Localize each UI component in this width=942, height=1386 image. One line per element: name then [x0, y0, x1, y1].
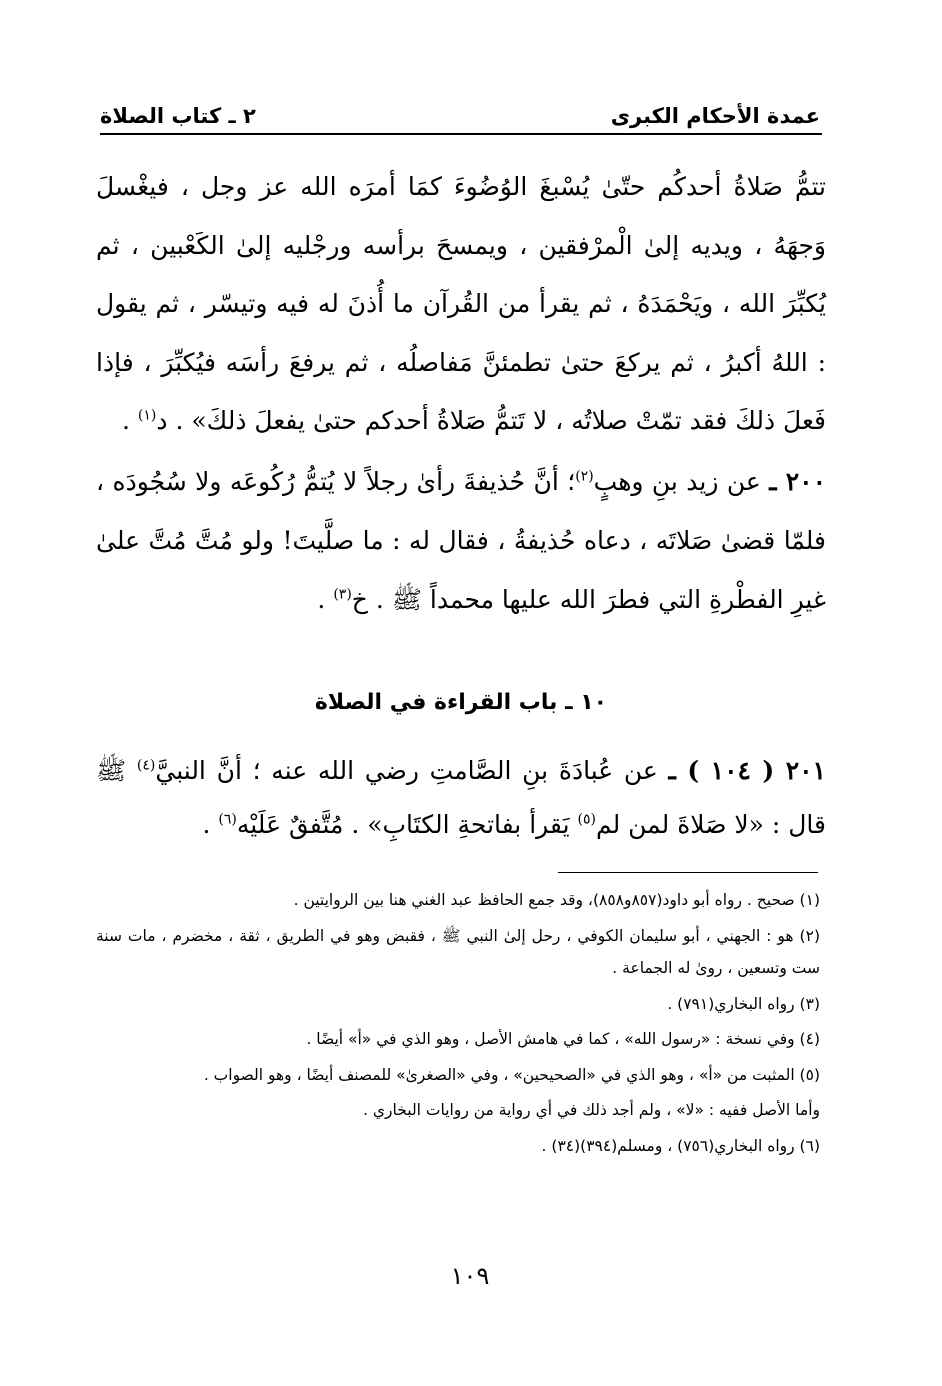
chapter-title: ٢ ـ كتاب الصلاة: [100, 104, 256, 128]
footnote-2: (٢) هو : الجهني ، أبو سليمان الكوفي ، رحل إلىٰ النبي ﷺ ، فقبض وهو في الطريق ، ثقة ، مخضرم ، مات سنة ست وتسعين ، روىٰ له الجماعة .: [96, 926, 820, 977]
hadith-200-end: .: [317, 585, 334, 614]
footnote-ref-4: (٤): [136, 757, 156, 774]
hadith-199-end: .: [122, 406, 138, 435]
page-number: ١٠٩: [450, 1262, 490, 1290]
footnote-5-continued: وأما الأصل ففيه : «لا» ، ولم أجد ذلك في أي رواية من روايات البخاري .: [363, 1101, 820, 1119]
footnote-separator: [558, 872, 818, 873]
hadith-200-text-b: ؛ أنَّ حُذيفةَ رأىٰ رجلاً لا يُتمُّ رُكُوعَه ولا سُجُودَه ، فلمّا قضىٰ صَلاتَه ، دعاه حُذيفةُ ، فقال له : ما صلَّيتَ! ولو مُتَّ مُتَّ علىٰ غيرِ الفطْرةِ التي فطرَ الله عليها محمداً ﷺ . خ: [96, 467, 826, 614]
footnote-6: (٦) رواه البخاري(٧٥٦) ، ومسلم(٣٩٤)(٣٤) .: [541, 1136, 820, 1155]
footnote-ref-2: (٢): [575, 468, 594, 485]
hadith-201-text-a: عن عُبادَةَ بنِ الصَّامتِ رضي الله عنه ؛ أنَّ النبيَّ: [155, 756, 669, 785]
section-title: ١٠ ـ باب القراءة في الصلاة: [314, 690, 608, 715]
hadith-200: [96, 452, 826, 629]
footnote-ref-6: (٦): [218, 811, 237, 828]
footnote-1: (١) صحيح . رواه أبو داود(٨٥٧و٨٥٨)، وقد جمع الحافظ عبد الغني هنا بين الروايتين .: [293, 891, 820, 909]
footnote-ref-1: (١): [137, 407, 157, 424]
footnotes: [96, 884, 820, 1165]
hadith-200-text-a: عن زيد بنِ وهبٍ: [593, 467, 770, 496]
running-header: [100, 92, 820, 128]
footnote-5: (٥) المثبت من «أ» ، وهو الذي في «الصحيحين» ، وفي «الصغرىٰ» للمصنف أيضًا ، وهو الصواب .: [203, 1065, 820, 1084]
hadith-201: [96, 744, 826, 852]
hadith-201-text-b: ﷺ قال : «لا صَلاةَ لمن لم: [96, 756, 826, 839]
hadith-201-end: .: [202, 810, 219, 839]
book-title: عمدة الأحكام الكبرى: [610, 104, 820, 128]
footnote-ref-3: (٣): [333, 586, 352, 603]
hadith-199-text: [96, 158, 826, 451]
hadith-201-text-c: يَقرأ بفاتحةِ الكتَابِ» . مُتَّفقٌ عَلَيْه: [236, 810, 578, 839]
hadith-200-number: ٢٠٠ ـ: [769, 467, 827, 496]
hadith-199-body: تتمُّ صَلاةُ أحدكُم حتّىٰ يُسْبغَ الوُضُوءَ كمَا أمرَه الله عز وجل ، فيغْسلَ وَجهَهُ ، ويديه إلىٰ الْمرْفقين ، ويمسحَ برأسه ورجْليه إلىٰ الكَعْبين ، ثم يُكبِّرَ الله ، ويَحْمَدَهُ ، ثم يقرأ من القُرآن ما أُذنَ له فيه وتيسّر ، ثم يقول : اللهُ أكبرُ ، ثم يركعَ حتىٰ تطمئنَّ مَفاصلُه ، ثم يرفعَ رأسَه فيُكبِّرَ ، فإذا فَعلَ ذلكَ فقد تمّتْ صلاتُه ، لا تَتمُّ صَلاةُ أحدكم حتىٰ يفعلَ ذلكَ» . د: [96, 172, 826, 435]
hadith-201-number: ٢٠١ ( ١٠٤ ) ـ: [668, 756, 826, 785]
footnote-ref-5: (٥): [577, 811, 596, 828]
footnote-3: (٣) رواه البخاري(٧٩١) .: [667, 994, 820, 1013]
footnote-4: (٤) وفي نسخة : «رسول الله» ، كما في هامش الأصل ، وهو الذي في «أ» أيضًا .: [306, 1030, 820, 1048]
header-rule: [100, 133, 822, 135]
